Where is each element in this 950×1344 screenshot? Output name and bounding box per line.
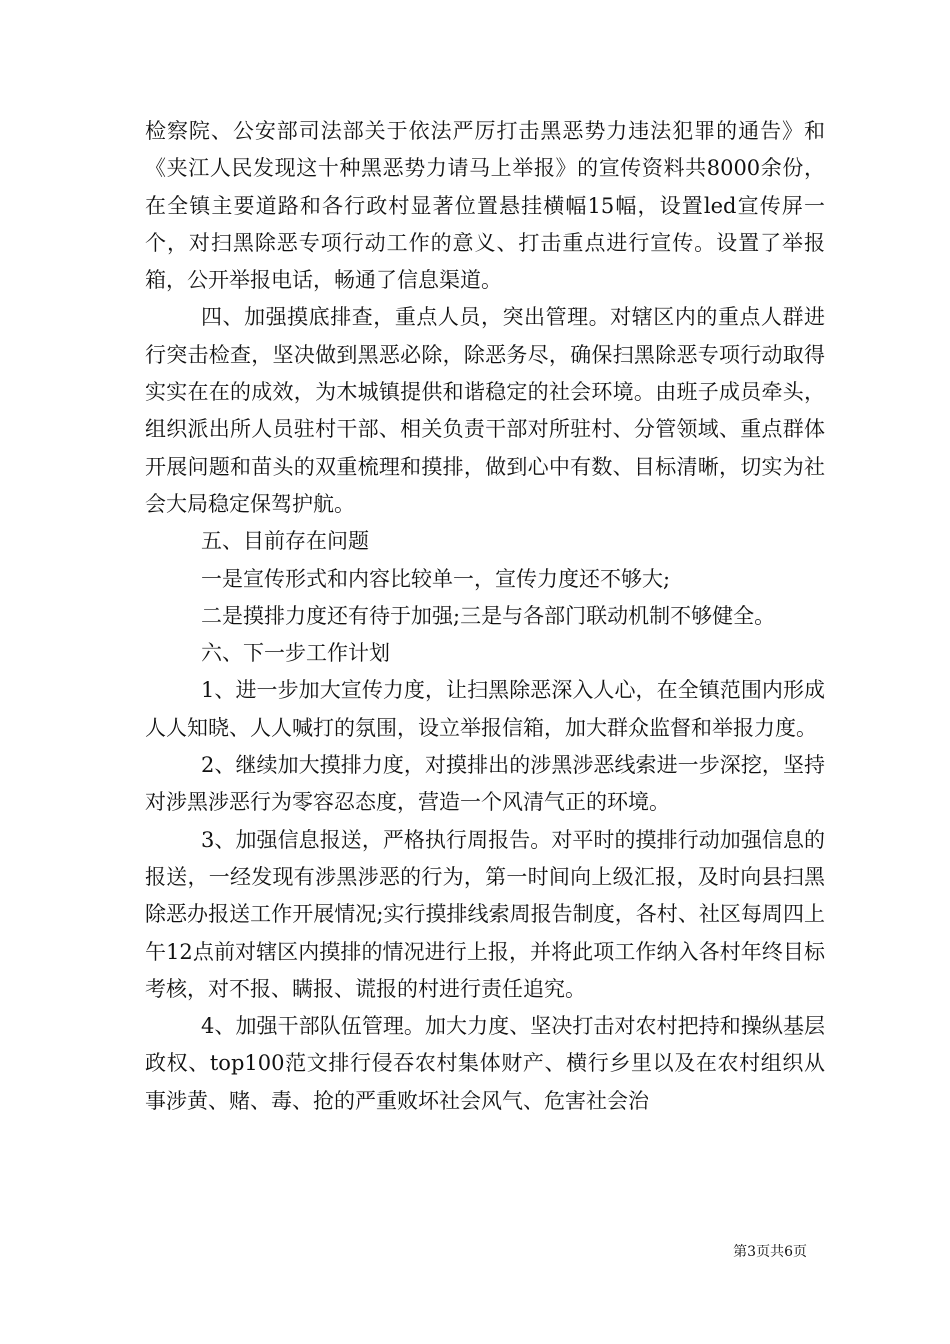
- paragraph-plan-2: 2、继续加大摸排力度，对摸排出的涉黑涉恶线索进一步深挖，坚持对涉黑涉恶行为零容忍态度，营造一个风清气正的环境。: [145, 753, 825, 815]
- heading-section-5: 五、目前存在问题: [201, 529, 369, 554]
- paragraph-plan-3: 3、加强信息报送，严格执行周报告。对平时的摸排行动加强信息的报送，一经发现有涉黑涉恶的行为，第一时间向上级汇报，及时向县扫黑除恶办报送工作开展情况;实行摸排线索周报告制度，各村、社区每周四上午12点前对辖区内摸排的情况进行上报，并将此项工作纳入各村年终目标考核，对不报、瞒报、谎报的村进行责任追究。: [145, 827, 825, 1001]
- paragraph-plan-1: 1、进一步加大宣传力度，让扫黑除恶深入人心，在全镇范围内形成人人知晓、人人喊打的氛围，设立举报信箱，加大群众监督和举报力度。: [145, 678, 825, 740]
- page-number: 第3页共6页: [733, 1244, 807, 1260]
- paragraph-problem-1: 一是宣传形式和内容比较单一，宣传力度还不够大;: [201, 566, 671, 591]
- paragraph-problem-2: 二是摸排力度还有待于加强;三是与各部门联动机制不够健全。: [201, 603, 776, 628]
- paragraph-plan-4: 4、加强干部队伍管理。加大力度、坚决打击对农村把持和操纵基层政权、top100范文排行侵吞农村集体财产、横行乡里以及在农村组织从事涉黄、赌、毒、抢的严重败坏社会风气、危害社会治: [145, 1014, 825, 1113]
- paragraph-section-4: 四、加强摸底排查，重点人员，突出管理。对辖区内的重点人群进行突击检查，坚决做到黑恶必除，除恶务尽，确保扫黑除恶专项行动取得实实在在的成效，为木城镇提供和谐稳定的社会环境。由班子成员牵头，组织派出所人员驻村干部、相关负责干部对所驻村、分管领域、重点群体开展问题和苗头的双重梳理和摸排，做到心中有数、目标清晰，切实为社会大局稳定保驾护航。: [145, 305, 825, 516]
- paragraph-continued: 检察院、公安部司法部关于依法严厉打击黑恶势力违法犯罪的通告》和《夹江人民发现这十种黑恶势力请马上举报》的宣传资料共8000余份，在全镇主要道路和各行政村显著位置悬挂横幅15幅，设置led宣传屏一个，对扫黑除恶专项行动工作的意义、打击重点进行宣传。设置了举报箱，公开举报电话，畅通了信息渠道。: [145, 119, 825, 293]
- heading-section-6: 六、下一步工作计划: [201, 641, 390, 666]
- document-body: [145, 113, 825, 1120]
